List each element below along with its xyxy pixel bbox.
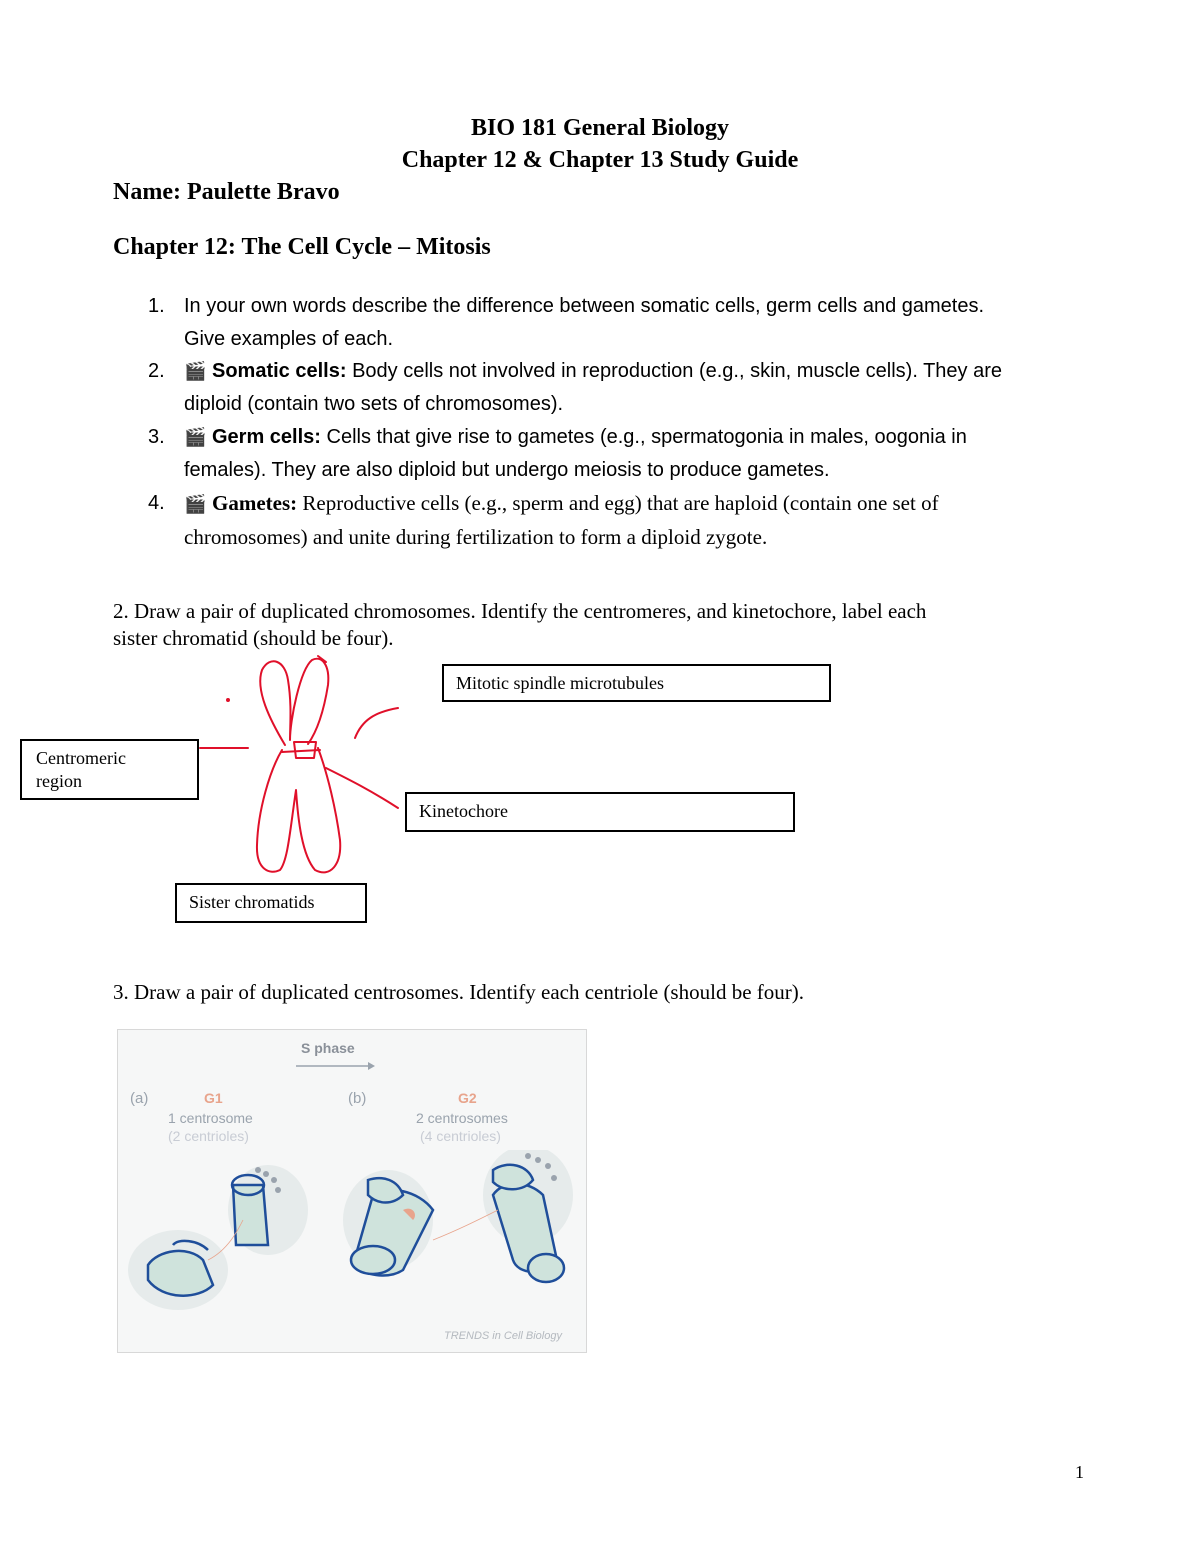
list-number: 1. (148, 295, 165, 317)
label-text: region (36, 771, 82, 791)
list-item (148, 487, 1148, 554)
label-text: Centromeric (36, 748, 126, 768)
course-title: BIO 181 General Biology (471, 115, 729, 141)
term-somatic: Somatic cells: (212, 360, 347, 382)
panel-a-label: (a) (130, 1090, 149, 1107)
list-text: Body cells not involved in reproduction (e.g., skin, muscle cells). They are (346, 360, 1003, 382)
clapperboard-icon: 🎬 (184, 494, 207, 514)
label-centromeric-region (20, 739, 199, 800)
list-text: Cells that give rise to gametes (e.g., spermatogonia in males, oogonia in (320, 426, 967, 448)
list-text: Reproductive cells (e.g., sperm and egg) that are haploid (contain one set of (297, 491, 939, 515)
guide-title: Chapter 12 & Chapter 13 Study Guide (401, 147, 799, 173)
g2-centrosome-count: 2 centrosomes (416, 1110, 508, 1126)
label-spindle-microtubules: Mitotic spindle microtubules (442, 664, 831, 702)
list-item (148, 290, 1148, 356)
list-item (148, 421, 1148, 487)
chromosome-drawing (190, 650, 420, 890)
clapperboard-icon: 🎬 (184, 361, 207, 381)
centriole-drawings (118, 1150, 587, 1330)
clapperboard-icon: 🎬 (184, 427, 207, 447)
list-text: females). They are also diploid but undergo meiosis to produce gametes. (184, 459, 830, 481)
arrow-right-icon (296, 1060, 376, 1072)
panel-b-label: (b) (348, 1090, 367, 1107)
g2-centrosomes (343, 1150, 573, 1282)
list-text: chromosomes) and unite during fertilization to form a diploid zygote. (184, 525, 768, 549)
term-germ: Germ cells: (212, 426, 321, 448)
figure-credit: TRENDS in Cell Biology (444, 1330, 562, 1342)
question-3: 3. Draw a pair of duplicated centrosomes. Identify each centriole (should be four). (113, 980, 804, 1004)
chromatid-left (260, 659, 328, 745)
g2-label: G2 (458, 1090, 477, 1106)
g1-centriole-count: (2 centrioles) (168, 1128, 249, 1144)
g1-centrosome (128, 1165, 308, 1310)
chromatid-lower (257, 748, 340, 872)
list-number: 4. (148, 492, 165, 514)
label-kinetochore: Kinetochore (405, 792, 795, 832)
g1-label: G1 (204, 1090, 223, 1106)
list-number: 3. (148, 426, 165, 448)
student-name: Name: Paulette Bravo (113, 179, 340, 205)
s-phase-label: S phase (301, 1040, 355, 1056)
label-sister-chromatids: Sister chromatids (175, 883, 367, 923)
list-number: 2. (148, 360, 165, 382)
pointer-line (355, 708, 398, 738)
g2-centriole-count: (4 centrioles) (420, 1128, 501, 1144)
g1-centrosome-count: 1 centrosome (168, 1110, 253, 1126)
page-number: 1 (1075, 1462, 1084, 1482)
question-2-line2: sister chromatid (should be four). (113, 626, 394, 650)
list-text: Give examples of each. (184, 328, 393, 350)
term-gametes: Gametes: (212, 491, 298, 515)
list-item (148, 355, 1148, 421)
list-text: In your own words describe the difference between somatic cells, germ cells and gametes. (184, 295, 985, 317)
question-2-line1: 2. Draw a pair of duplicated chromosomes. Identify the centromeres, and kinetochore, label each (113, 599, 927, 623)
chapter-heading: Chapter 12: The Cell Cycle – Mitosis (113, 234, 491, 260)
pointer-line (326, 768, 398, 808)
list-text: diploid (contain two sets of chromosomes). (184, 393, 564, 415)
centrosome-figure (117, 1029, 587, 1353)
